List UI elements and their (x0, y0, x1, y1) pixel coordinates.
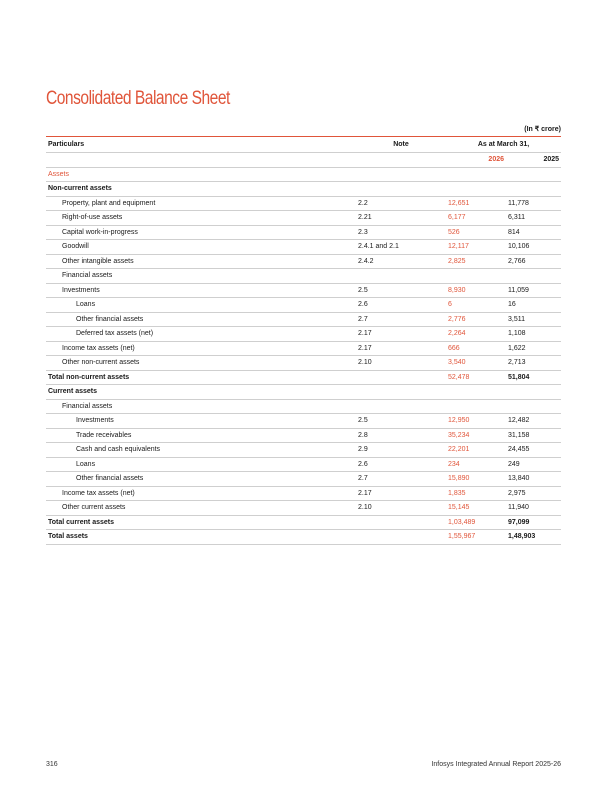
row-label: Other non-current assets (46, 356, 356, 371)
row-value-previous: 2,713 (506, 356, 561, 371)
row-label: Income tax assets (net) (46, 341, 356, 356)
row-note: 2.21 (356, 211, 446, 226)
table-row (46, 356, 561, 371)
table-row (46, 312, 561, 327)
table-row (46, 327, 561, 342)
row-note: 2.6 (356, 457, 446, 472)
row-value-current: 1,835 (446, 486, 506, 501)
row-note: 2.8 (356, 428, 446, 443)
row-note (356, 370, 446, 385)
table-row (46, 515, 561, 530)
row-value-current: 15,890 (446, 472, 506, 487)
table-row (46, 501, 561, 516)
as-at-header: As at March 31, (446, 137, 561, 153)
row-value-current: 2,825 (446, 254, 506, 269)
table-row (46, 530, 561, 545)
row-label: Non-current assets (46, 182, 356, 197)
row-value-current: 234 (446, 457, 506, 472)
row-note: 2.3 (356, 225, 446, 240)
row-value-previous: 6,311 (506, 211, 561, 226)
row-value-previous: 11,940 (506, 501, 561, 516)
row-note: 2.4.2 (356, 254, 446, 269)
table-row (46, 240, 561, 255)
row-value-current: 2,776 (446, 312, 506, 327)
table-row (46, 182, 561, 197)
row-note (356, 385, 446, 400)
row-note: 2.9 (356, 443, 446, 458)
row-note: 2.6 (356, 298, 446, 313)
row-value-current: 1,03,489 (446, 515, 506, 530)
row-value-previous: 11,059 (506, 283, 561, 298)
row-label: Other current assets (46, 501, 356, 516)
row-value-current: 15,145 (446, 501, 506, 516)
row-value-previous (506, 385, 561, 400)
row-label: Investments (46, 283, 356, 298)
table-row (46, 254, 561, 269)
table-row (46, 196, 561, 211)
table-row (46, 443, 561, 458)
table-row (46, 486, 561, 501)
balance-sheet-table (46, 136, 561, 545)
page-number: 316 (46, 761, 58, 768)
row-value-previous (506, 182, 561, 197)
table-header-row (46, 137, 561, 153)
row-value-previous: 97,099 (506, 515, 561, 530)
row-value-previous: 1,48,903 (506, 530, 561, 545)
row-value-current: 2,264 (446, 327, 506, 342)
row-value-previous: 12,482 (506, 414, 561, 429)
row-value-current: 12,950 (446, 414, 506, 429)
currency-unit-note: (In ₹ crore) (524, 126, 561, 133)
page-title: Consolidated Balance Sheet (46, 88, 230, 109)
row-value-current: 666 (446, 341, 506, 356)
row-value-current (446, 167, 506, 182)
table-row (46, 211, 561, 226)
row-note: 2.7 (356, 312, 446, 327)
row-value-current: 8,930 (446, 283, 506, 298)
row-label: Goodwill (46, 240, 356, 255)
table-row (46, 472, 561, 487)
row-label: Other financial assets (46, 472, 356, 487)
report-name: Infosys Integrated Annual Report 2025-26 (431, 761, 561, 768)
row-value-previous: 2,975 (506, 486, 561, 501)
row-value-previous: 3,511 (506, 312, 561, 327)
row-label: Trade receivables (46, 428, 356, 443)
row-value-previous: 51,804 (506, 370, 561, 385)
row-label: Loans (46, 298, 356, 313)
row-value-previous (506, 399, 561, 414)
row-value-current: 12,651 (446, 196, 506, 211)
row-value-current: 1,55,967 (446, 530, 506, 545)
row-value-previous: 31,158 (506, 428, 561, 443)
row-note: 2.17 (356, 327, 446, 342)
row-value-previous: 814 (506, 225, 561, 240)
row-value-previous: 24,455 (506, 443, 561, 458)
row-value-current: 52,478 (446, 370, 506, 385)
row-value-current (446, 182, 506, 197)
row-label: Right-of-use assets (46, 211, 356, 226)
row-value-previous: 1,108 (506, 327, 561, 342)
row-label: Total current assets (46, 515, 356, 530)
row-value-current: 12,117 (446, 240, 506, 255)
note-header: Note (356, 137, 446, 153)
row-label: Current assets (46, 385, 356, 400)
row-label: Cash and cash equivalents (46, 443, 356, 458)
row-label: Assets (46, 167, 356, 182)
row-label: Total non-current assets (46, 370, 356, 385)
row-label: Financial assets (46, 399, 356, 414)
row-note: 2.5 (356, 414, 446, 429)
table-row (46, 269, 561, 284)
table-row (46, 457, 561, 472)
row-note: 2.17 (356, 486, 446, 501)
row-value-previous: 1,622 (506, 341, 561, 356)
table-row (46, 225, 561, 240)
table-row (46, 399, 561, 414)
row-label: Total assets (46, 530, 356, 545)
row-value-current (446, 399, 506, 414)
row-note (356, 269, 446, 284)
row-label: Other intangible assets (46, 254, 356, 269)
table-row (46, 370, 561, 385)
row-note (356, 399, 446, 414)
row-label: Property, plant and equipment (46, 196, 356, 211)
year-current-header: 2026 (446, 153, 506, 168)
row-note: 2.2 (356, 196, 446, 211)
row-value-previous: 16 (506, 298, 561, 313)
row-value-previous: 10,106 (506, 240, 561, 255)
table-row (46, 298, 561, 313)
row-value-current: 22,201 (446, 443, 506, 458)
particulars-header: Particulars (46, 137, 356, 153)
row-note: 2.10 (356, 356, 446, 371)
row-note (356, 182, 446, 197)
row-note: 2.10 (356, 501, 446, 516)
row-note: 2.4.1 and 2.1 (356, 240, 446, 255)
table-row (46, 428, 561, 443)
row-note: 2.5 (356, 283, 446, 298)
row-value-current: 3,540 (446, 356, 506, 371)
row-value-previous: 13,840 (506, 472, 561, 487)
row-label: Loans (46, 457, 356, 472)
row-note (356, 530, 446, 545)
row-value-current: 35,234 (446, 428, 506, 443)
row-label: Deferred tax assets (net) (46, 327, 356, 342)
table-row (46, 167, 561, 182)
year-previous-header: 2025 (506, 153, 561, 168)
row-value-current: 526 (446, 225, 506, 240)
row-label: Income tax assets (net) (46, 486, 356, 501)
table-row (46, 414, 561, 429)
row-value-previous: 2,766 (506, 254, 561, 269)
row-value-previous (506, 167, 561, 182)
row-value-previous: 249 (506, 457, 561, 472)
row-label: Other financial assets (46, 312, 356, 327)
year-header-row (46, 153, 561, 168)
row-note (356, 167, 446, 182)
row-note: 2.17 (356, 341, 446, 356)
table-row (46, 283, 561, 298)
row-label: Capital work-in-progress (46, 225, 356, 240)
row-value-previous (506, 269, 561, 284)
row-value-current (446, 269, 506, 284)
row-value-previous: 11,778 (506, 196, 561, 211)
row-label: Investments (46, 414, 356, 429)
row-value-current: 6,177 (446, 211, 506, 226)
row-value-current (446, 385, 506, 400)
row-label: Financial assets (46, 269, 356, 284)
row-note: 2.7 (356, 472, 446, 487)
row-note (356, 515, 446, 530)
row-value-current: 6 (446, 298, 506, 313)
table-row (46, 385, 561, 400)
table-row (46, 341, 561, 356)
